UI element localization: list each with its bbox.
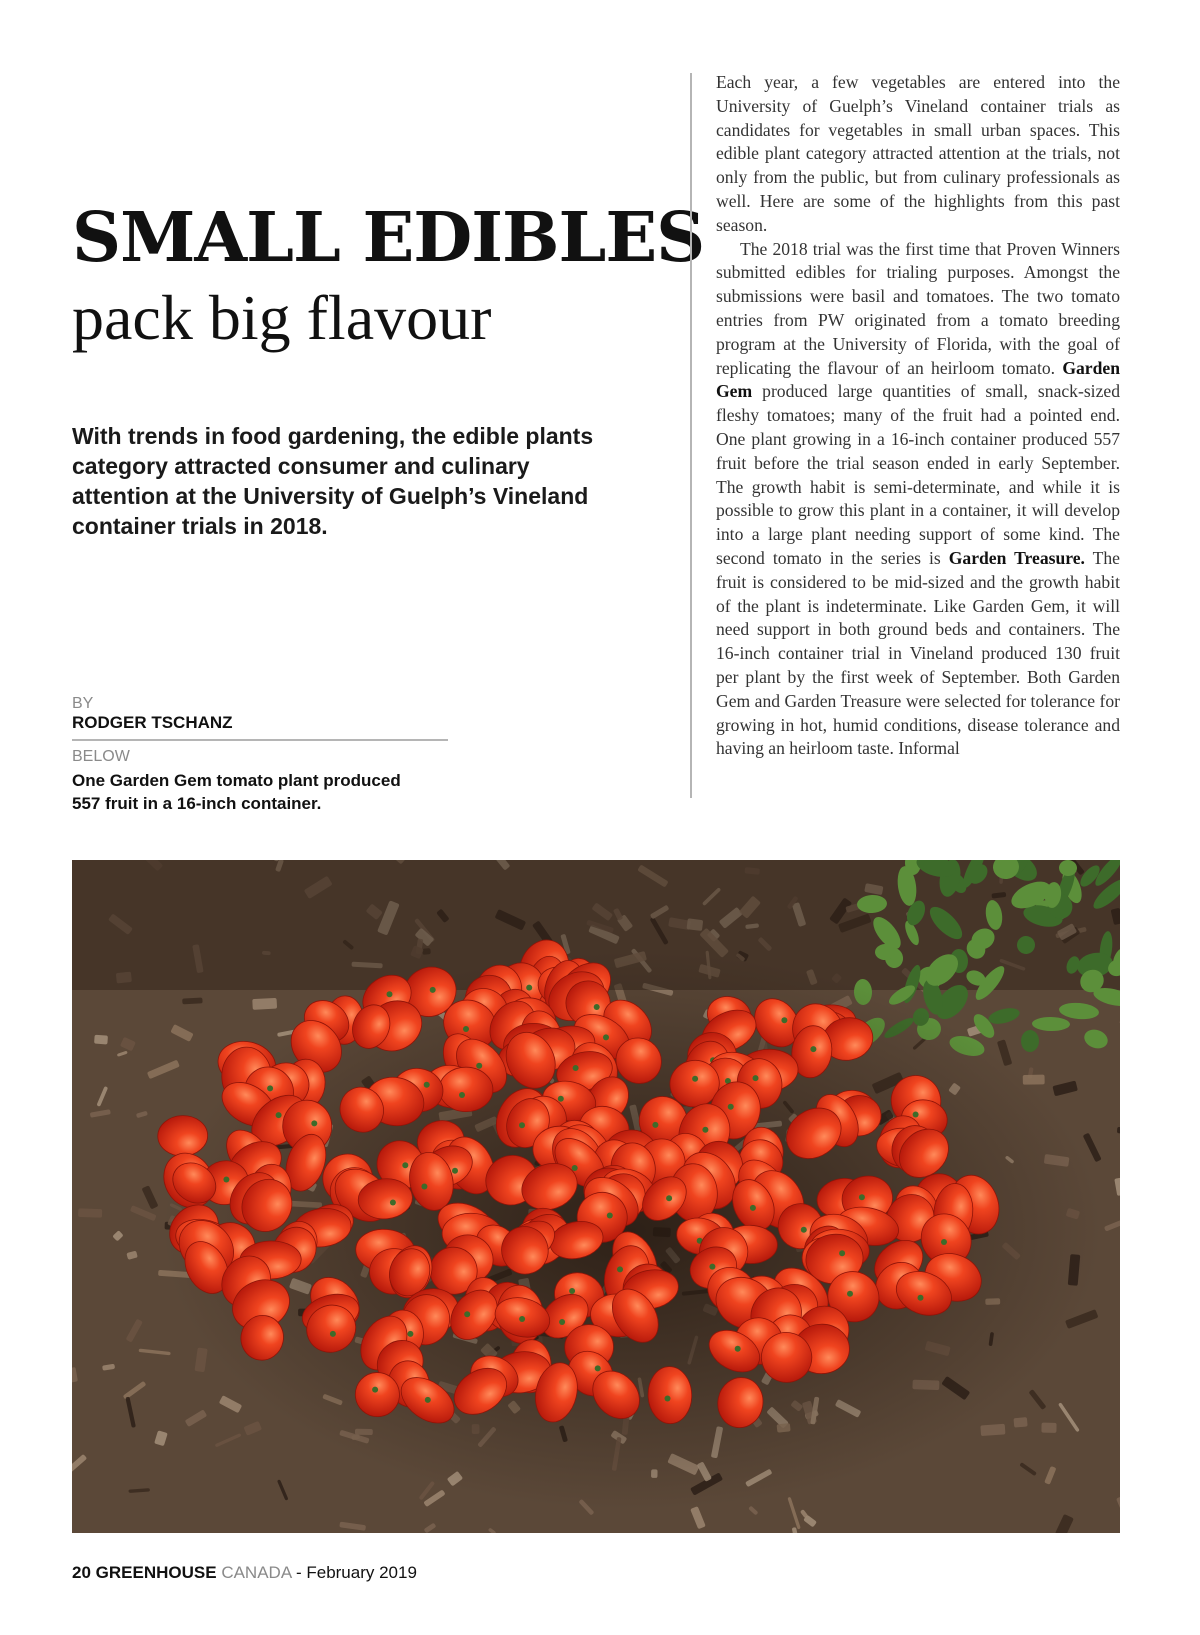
page-number: 20 bbox=[72, 1563, 91, 1582]
variety-name-garden-gem: Garden Gem bbox=[716, 357, 1120, 402]
body-text: produced large quantities of small, snack-sized fleshy tomatoes; many of the fruit had a pointed end. One plant growing in a 16-inch container produced 557 fruit before the trial season ended in early September. The growth habit is semi-determinate, and while it is possible to grow this plant in a container, it will develop into a large plant needing support of some kind. The second tomato in the series is bbox=[716, 381, 1120, 568]
issue-date: - February 2019 bbox=[295, 1563, 417, 1582]
body-paragraph-1: Each year, a few vegetables are entered into the University of Guelph’s Vineland container trials as candidates for vegetables in small urban spaces. This edible plant category attracted attention at the trials, not only from the public, but from culinary professionals as well. Here are some of the highlights from this past season. bbox=[716, 72, 1120, 235]
byline-label: BY bbox=[72, 695, 94, 712]
article-subtitle: pack big flavour bbox=[72, 282, 492, 353]
tomato-harvest-photo bbox=[72, 860, 1120, 1533]
column-divider bbox=[690, 73, 692, 798]
article-title: SMALL EDIBLES bbox=[72, 198, 705, 278]
body-text: The fruit is considered to be mid-sized and the growth habit of the plant is indeterminate. Like Garden Gem, it will need support in both ground beds and containers. The 16-inch container trial in Vineland produced 130 fruit per plant by the first week of September. Both Garden Gem and Garden Treasure were selected for tolerance for growing in hot, humid conditions, disease tolerance and having an heirloom taste. Informal bbox=[716, 547, 1120, 759]
magazine-name: GREENHOUSE bbox=[95, 1563, 217, 1582]
body-text: The 2018 trial was the first time that Proven Winners submitted edibles for trialing purposes. Amongst the submissions were basil and tomatoes. The two tomato entries from PW originated from a tomato breeding program at the University of Florida, with the goal of replicating the flavour of an heirloom tomato. bbox=[716, 238, 1120, 378]
article-body bbox=[716, 71, 1120, 761]
author-name: RODGER TSCHANZ bbox=[72, 713, 233, 732]
variety-name-garden-treasure: Garden Treasure. bbox=[948, 547, 1085, 568]
page-footer bbox=[72, 1563, 417, 1583]
tomato-pile-illustration bbox=[72, 860, 1120, 1533]
photo-caption: One Garden Gem tomato plant produced 557 fruit in a 16-inch container. bbox=[72, 771, 401, 813]
byline-divider bbox=[72, 739, 448, 741]
article-deck: With trends in food gardening, the edible plants category attracted consumer and culinary attention at the University of Guelph’s Vineland container trials in 2018. bbox=[72, 423, 594, 539]
magazine-name-light: CANADA bbox=[221, 1563, 292, 1582]
caption-label: BELOW bbox=[72, 748, 130, 765]
body-paragraph-2 bbox=[716, 238, 1120, 762]
